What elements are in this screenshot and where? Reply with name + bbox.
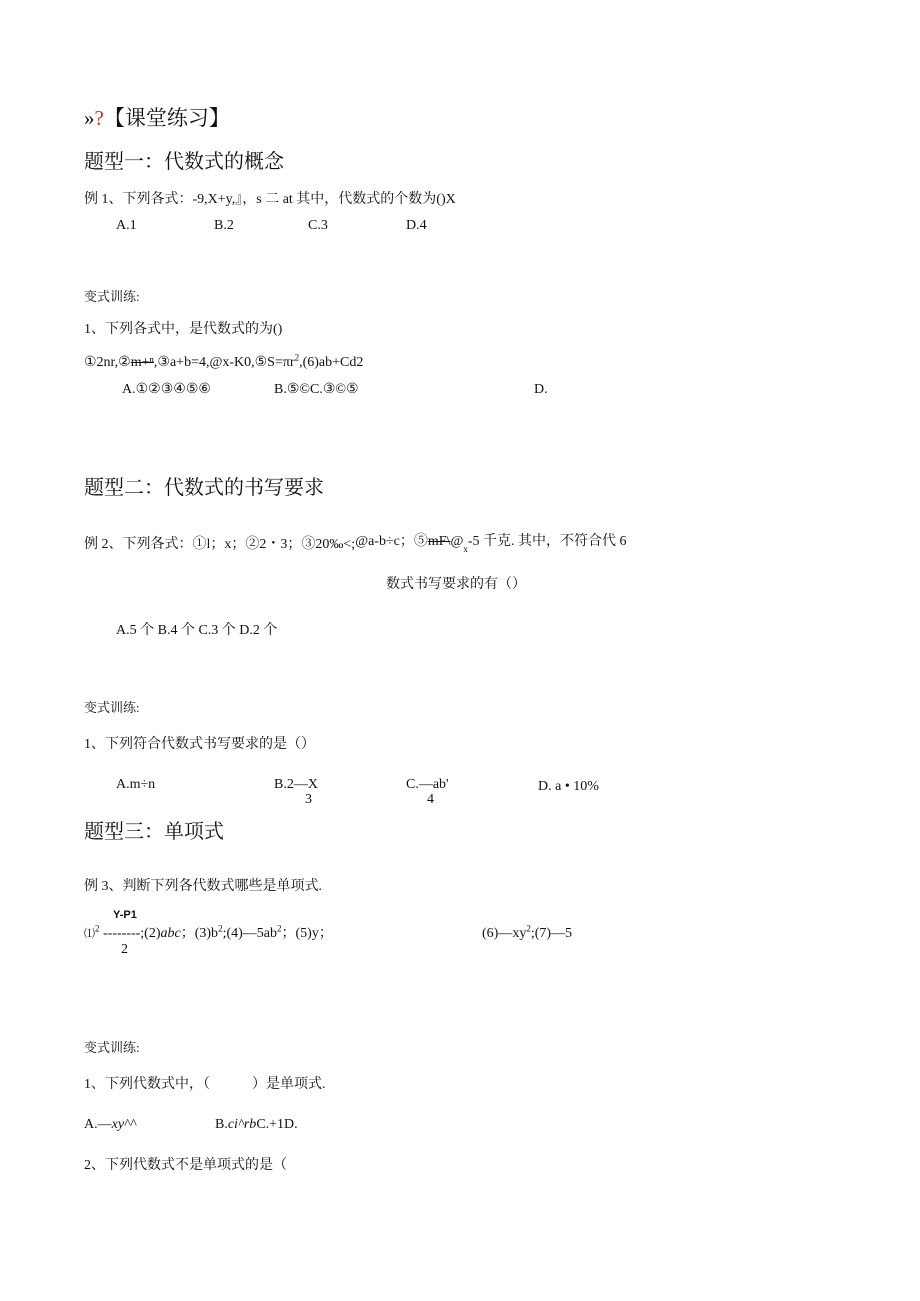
variant1-option-a: A.①②③④⑤⑥ [122, 382, 211, 397]
item5-text: ；(5)y； [281, 926, 333, 941]
expr-sup: 2 [294, 352, 300, 363]
example1-option-c: C.3 [308, 218, 328, 233]
variant2-question: 1、下列符合代数式书写要求的是（） [84, 737, 315, 752]
variant2-label: 变式训练: [84, 700, 140, 715]
variant3-question2: 2、下列代数式不是单项式的是（ [84, 1158, 287, 1173]
section-header [84, 108, 230, 129]
variant1-option-d: D. [534, 382, 548, 397]
variant3-question1: 1、下列代数式中，（ ）是单项式. [84, 1077, 326, 1092]
section1-title: 题型一：代数式的概念 [84, 151, 284, 173]
example2-text [84, 534, 627, 554]
item2-abc: abc [160, 926, 181, 941]
example2-part-d: -5 千克. 其中，不符合代 6 [467, 534, 627, 549]
section2-title: 题型二：代数式的书写要求 [84, 477, 324, 499]
example2-sub: x [463, 543, 468, 554]
opt-b-prefix: B. [215, 1117, 228, 1132]
expr-part-c: ,(6)ab+Cd2 [299, 355, 364, 370]
example2-line2: 数式书写要求的有（） [386, 577, 526, 592]
variant1-label: 变式训练: [84, 289, 140, 304]
item6-sup: 2 [526, 923, 531, 934]
header-prefix: » [84, 106, 95, 130]
example1-option-a: A.1 [116, 218, 137, 233]
item6-text: (6)—xy [482, 926, 527, 941]
variant3-label: 变式训练: [84, 1040, 140, 1055]
header-title: 【课堂练习】 [103, 106, 230, 130]
example1-option-b: B.2 [214, 218, 234, 233]
example2-part-a: 例 2、下列各式：①l；x；②2・3；③20‰<; [84, 537, 356, 552]
example2-strike: mF\ [427, 534, 451, 549]
expr-part-a: ①2nr,② [84, 355, 131, 370]
variant2-option-a: A.m÷n [116, 777, 156, 792]
opt-cd: C.+1D. [256, 1117, 298, 1132]
example3-text: 例 3、判断下列各代数式哪些是单项式. [84, 879, 322, 894]
example2-part-b: @a-b÷c；⑤ [355, 534, 428, 549]
section3-title: 题型三：单项式 [84, 821, 224, 843]
example1-text: 例 1、下列各式：-9,X+y,』，s 二 at 其中，代数式的个数为()X [84, 192, 456, 207]
item4-text: ;(4)—5ab [222, 926, 277, 941]
variant1-question: 1、下列各式中，是代数式的为() [84, 322, 283, 337]
opt-b-expr: ci^rb [227, 1117, 257, 1132]
example3-items-left [84, 923, 333, 941]
variant2-option-b-denominator: 3 [305, 792, 312, 807]
item1-label: ⑴ [84, 928, 95, 940]
variant3-question1-option-bcd [215, 1118, 298, 1132]
variant2-option-c-denominator: 4 [427, 792, 434, 807]
item3-b: ；(3)b [180, 926, 219, 941]
example2-options: A.5 个 B.4 个 C.3 个 D.2 个 [116, 623, 278, 638]
item4-sup: 2 [277, 923, 282, 934]
example3-fraction-denominator: 2 [121, 942, 128, 957]
expr-strike: m+ⁿ [130, 355, 154, 370]
variant1-option-bc: B.⑤©C.③©⑤ [274, 382, 359, 397]
expr-part-b: ,③a+b=4,@x-K0,⑤S=πr [153, 355, 295, 370]
header-q: ? [94, 106, 104, 130]
item3-sup: 2 [218, 923, 223, 934]
example2-part-c: @ [450, 534, 464, 549]
variant2-option-b: B.2—X [274, 777, 318, 792]
variant2-option-c: C.—ab' [406, 777, 449, 792]
example3-fraction-numerator: Y-P1 [113, 909, 137, 921]
item1-dashes: --------;(2) [99, 926, 161, 941]
variant1-expression [84, 352, 364, 370]
opt-a-expr: xy^^ [111, 1117, 136, 1132]
variant2-option-d: D. a • 10% [538, 779, 599, 794]
example3-items-right [482, 923, 573, 941]
variant3-question1-option-a [84, 1118, 136, 1132]
item7-text: ;(7)—5 [530, 926, 573, 941]
example1-option-d: D.4 [406, 218, 427, 233]
item1-sup: 2 [95, 923, 100, 934]
opt-a-prefix: A.— [84, 1117, 112, 1132]
